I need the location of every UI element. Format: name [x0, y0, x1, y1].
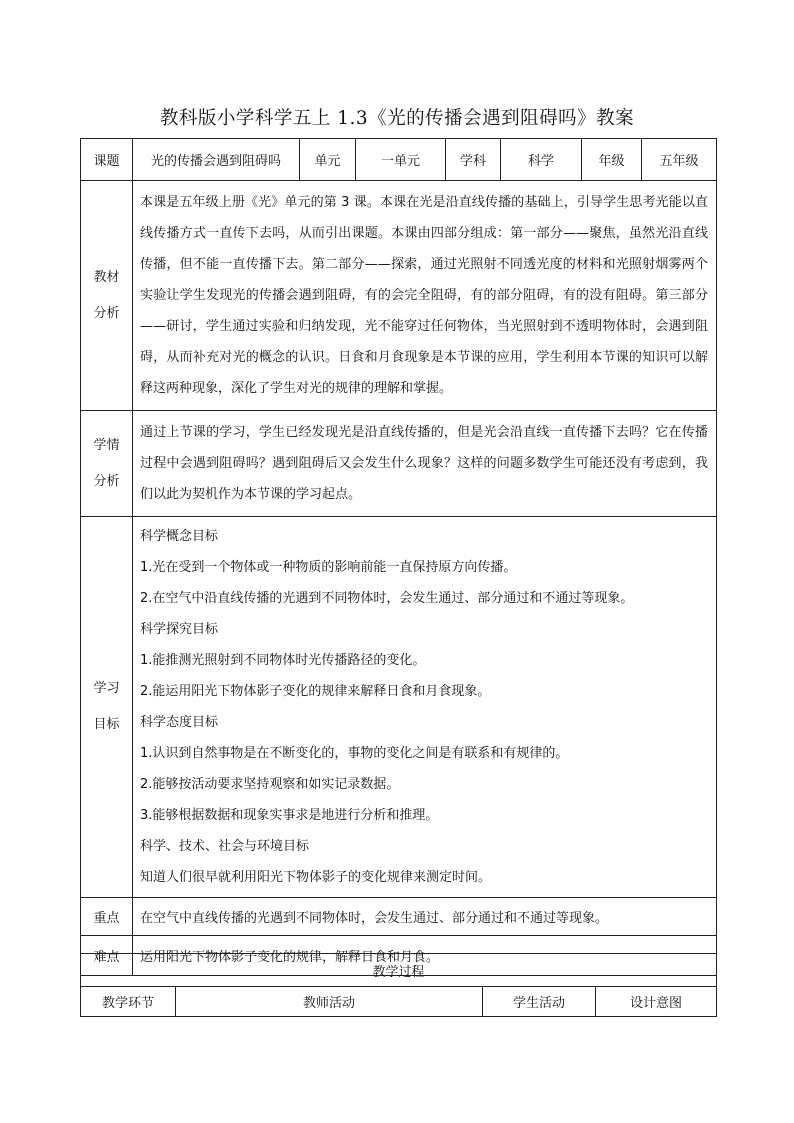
document-title: 教科版小学科学五上 1.3《光的传播会遇到阻碍吗》教案: [159, 108, 635, 129]
goal-line: 2.能够按活动要求坚持观察和如实记录数据。: [140, 777, 400, 792]
learner-analysis-row: [81, 411, 717, 517]
subject-value: 科学: [501, 139, 582, 181]
topic-label: 课题: [81, 139, 133, 181]
learner-analysis-text: 通过上节课的学习，学生已经发现光是沿直线传播的，但是光会沿直线一直传播下去吗？它在传播过程中会遇到阻碍吗？遇到阻碍后又会发生什么现象？这样的问题多数学生可能还没有考虑到，我们以此为契机作为本节课的学习起点。: [133, 411, 717, 517]
goal-line: 3.能够根据数据和现象实事求是地进行分析和推理。: [140, 808, 439, 823]
key-point-text: 在空气中直线传播的光遇到不同物体时，会发生通过、部分通过和不通过等现象。: [133, 898, 717, 936]
learning-goals-row: [81, 517, 717, 898]
goal-line: 2.能运用阳光下物体影子变化的规律来解释日食和月食现象。: [140, 684, 491, 699]
column-student-activity: 学生活动: [483, 987, 596, 1017]
difficulty-label: 难点: [81, 936, 133, 976]
teaching-process-table: [80, 953, 717, 1017]
goal-line: 1.光在受到一个物体或一种物质的影响前能一直保持原方向传播。: [140, 560, 517, 575]
key-point-row: [81, 898, 717, 936]
material-analysis-label: 教材 分析: [81, 181, 133, 411]
goal-line: 知道人们很早就利用阳光下物体影子的变化规律来测定时间。: [140, 870, 492, 885]
lesson-plan-table: [80, 138, 717, 976]
subject-label: 学科: [446, 139, 501, 181]
goal-line: 科学、技术、社会与环境目标: [140, 839, 310, 854]
process-header-row: [81, 987, 717, 1017]
material-analysis-row: [81, 181, 717, 411]
goal-line: 科学态度目标: [140, 715, 219, 730]
grade-label: 年级: [582, 139, 642, 181]
goal-line: 1.认识到自然事物是在不断变化的，事物的变化之间是有联系和有规律的。: [140, 746, 569, 761]
goal-line: 科学探究目标: [140, 622, 219, 637]
grade-value: 五年级: [642, 139, 717, 181]
column-design-intent: 设计意图: [596, 987, 717, 1017]
goal-line: 2.在空气中沿直线传播的光遇到不同物体时，会发生通过、部分通过和不通过等现象。: [140, 591, 634, 606]
column-teaching-stage: 教学环节: [81, 987, 176, 1017]
teaching-process-title: 教学过程: [81, 954, 717, 987]
key-point-label: 重点: [81, 898, 133, 936]
goal-line: 1.能推测光照射到不同物体时光传播路径的变化。: [140, 653, 426, 668]
goal-line: 科学概念目标: [140, 529, 219, 544]
material-analysis-text: 本课是五年级上册《光》单元的第 3 课。本课在光是沿直线传播的基础上，引导学生思考光能以直线传播方式一直传下去吗，从而引出课题。本课由四部分组成：第一部分——聚焦，虽然光沿直线传播，但不能一直传播下去。第二部分——探索，通过光照射不同透光度的材料和光照射烟雾两个实验让学生发现光的传播会遇到阻碍，有的会完全阻碍，有的部分阻碍，有的没有阻碍。第三部分——研讨，学生通过实验和归纳发现，光不能穿过任何物体，当光照射到不透明物体时，会遇到阻碍，从而补充对光的概念的认识。日食和月食现象是本节课的应用，学生利用本节课的知识可以解释这两种现象，深化了学生对光的规律的理解和掌握。: [133, 181, 717, 411]
difficulty-text: 运用阳光下物体影子变化的规律，解释日食和月食。: [133, 936, 717, 976]
unit-label: 单元: [300, 139, 356, 181]
learner-analysis-label: 学情 分析: [81, 411, 133, 517]
header-row: [81, 139, 717, 181]
unit-value: 一单元: [356, 139, 446, 181]
learning-goals-list: [133, 517, 717, 898]
learning-goals-label: 学习 目标: [81, 517, 133, 898]
topic-value: 光的传播会遇到阻碍吗: [133, 139, 300, 181]
column-teacher-activity: 教师活动: [176, 987, 483, 1017]
